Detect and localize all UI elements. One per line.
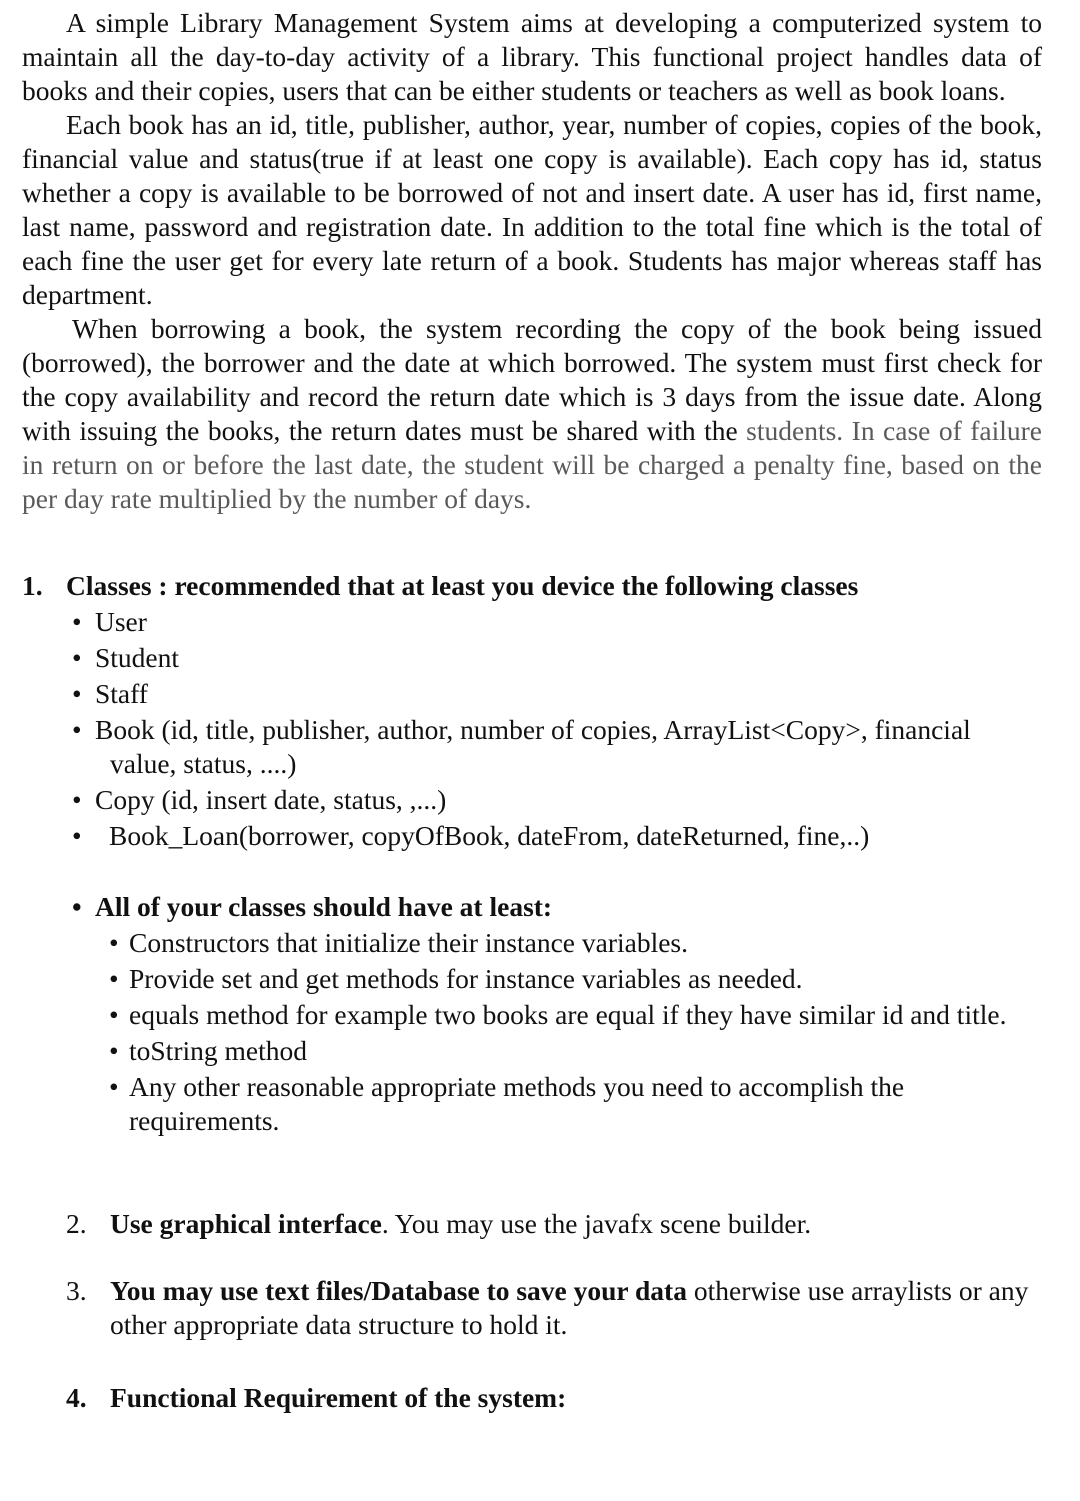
requirement-text: Provide set and get methods for instance variables as needed.	[129, 963, 803, 994]
intro-paragraph-3	[22, 312, 1042, 516]
section-number: 1.	[22, 570, 43, 601]
section-body-text: otherwise use arraylists or any other appropriate data structure to hold it.	[110, 1275, 1029, 1340]
class-name: User	[95, 606, 147, 637]
section-classes-heading	[22, 569, 1042, 603]
section-bold-text: Use graphical interface	[110, 1208, 382, 1239]
bullet-icon: •	[109, 999, 119, 1030]
list-item	[72, 783, 1042, 817]
bullet-icon: •	[72, 606, 82, 637]
bullet-icon: •	[109, 927, 119, 958]
requirement-text: toString method	[129, 1035, 307, 1066]
bullet-icon: •	[72, 784, 82, 815]
section-graphical-interface	[66, 1207, 1046, 1241]
all-classes-heading-text: All of your classes should have at least:	[95, 891, 553, 922]
section-number: 3.	[66, 1275, 87, 1306]
list-item	[109, 998, 1032, 1032]
section-classes	[22, 569, 1042, 853]
requirement-text: Constructors that initialize their instance variables.	[129, 927, 688, 958]
list-item	[72, 713, 1042, 781]
bullet-icon: •	[72, 714, 82, 745]
class-copy: Copy (id, insert date, status, ,...)	[95, 784, 447, 815]
section-heading-text: Functional Requirement of the system:	[110, 1382, 567, 1413]
list-item	[72, 605, 1042, 639]
section-all-classes	[72, 890, 1032, 1138]
intro-paragraph-3-main: When borrowing a book, the system recording the copy of the book being issued (borrowed), the borrower and the date at which borrowed. The system must first check for the copy availability and record the return date which is 3 days from the issue date. Along with issuing the books, the return dates must be shared with the	[22, 313, 1042, 446]
section-functional-requirements	[66, 1381, 1046, 1415]
bullet-icon: •	[72, 891, 82, 922]
bullet-icon: •	[109, 1071, 119, 1102]
requirement-text: Any other reasonable appropriate methods you need to accomplish the requirements.	[129, 1071, 905, 1136]
all-classes-heading	[72, 890, 1032, 924]
bullet-icon: •	[109, 1035, 119, 1066]
class-book-loan: Book_Loan(borrower, copyOfBook, dateFrom, dateReturned, fine,..)	[109, 820, 870, 851]
section-bold-text: You may use text files/Database to save your data	[110, 1275, 687, 1306]
requirements-list	[72, 926, 1032, 1138]
section-heading-text: Classes : recommended that at least you device the following classes	[66, 570, 859, 601]
class-book-line-1: Book (id, title, publisher, author, number of copies, ArrayList<Copy>, financial	[95, 714, 971, 745]
class-name: Student	[95, 642, 180, 673]
class-name: Staff	[95, 678, 148, 709]
list-item	[72, 819, 1042, 853]
bullet-icon: •	[109, 963, 119, 994]
intro-paragraph-3-faded: students. In case of failure in return on or before the last date, the student will be charged a penalty fine, based on the per day rate multiplied by the number of days.	[22, 415, 1042, 514]
section-number: 2.	[66, 1208, 87, 1239]
section-body-text: . You may use the javafx scene builder.	[381, 1208, 812, 1239]
class-book-line-2: value, status, ....)	[110, 748, 297, 779]
list-item	[109, 962, 1032, 996]
bullet-icon: •	[72, 642, 82, 673]
bullet-icon: •	[72, 820, 82, 851]
document-page	[22, 6, 1042, 1413]
list-item	[109, 1034, 1032, 1068]
requirement-text: equals method for example two books are equal if they have similar id and title.	[129, 999, 1007, 1030]
section-number: 4.	[66, 1382, 87, 1413]
intro-paragraph-1: A simple Library Management System aims at developing a computerized system to maintain all the day-to-day activity of a library. This functional project handles data of books and their copies, users that can be either students or teachers as well as book loans.	[22, 7, 1042, 106]
list-item	[72, 641, 1042, 675]
section-data-storage	[66, 1274, 1046, 1342]
bullet-icon: •	[72, 678, 82, 709]
list-item	[109, 926, 1032, 960]
class-list	[22, 605, 1042, 853]
list-item	[109, 1070, 1032, 1138]
intro-paragraph-2: Each book has an id, title, publisher, author, year, number of copies, copies of the book, financial value and status(true if at least one copy is available). Each copy has id, status whether a copy is available to be borrowed of not and insert date. A user has id, first name, last name, password and registration date. In addition to the total fine which is the total of each fine the user get for every late return of a book. Students has major whereas staff has department.	[22, 109, 1042, 310]
list-item	[72, 677, 1042, 711]
